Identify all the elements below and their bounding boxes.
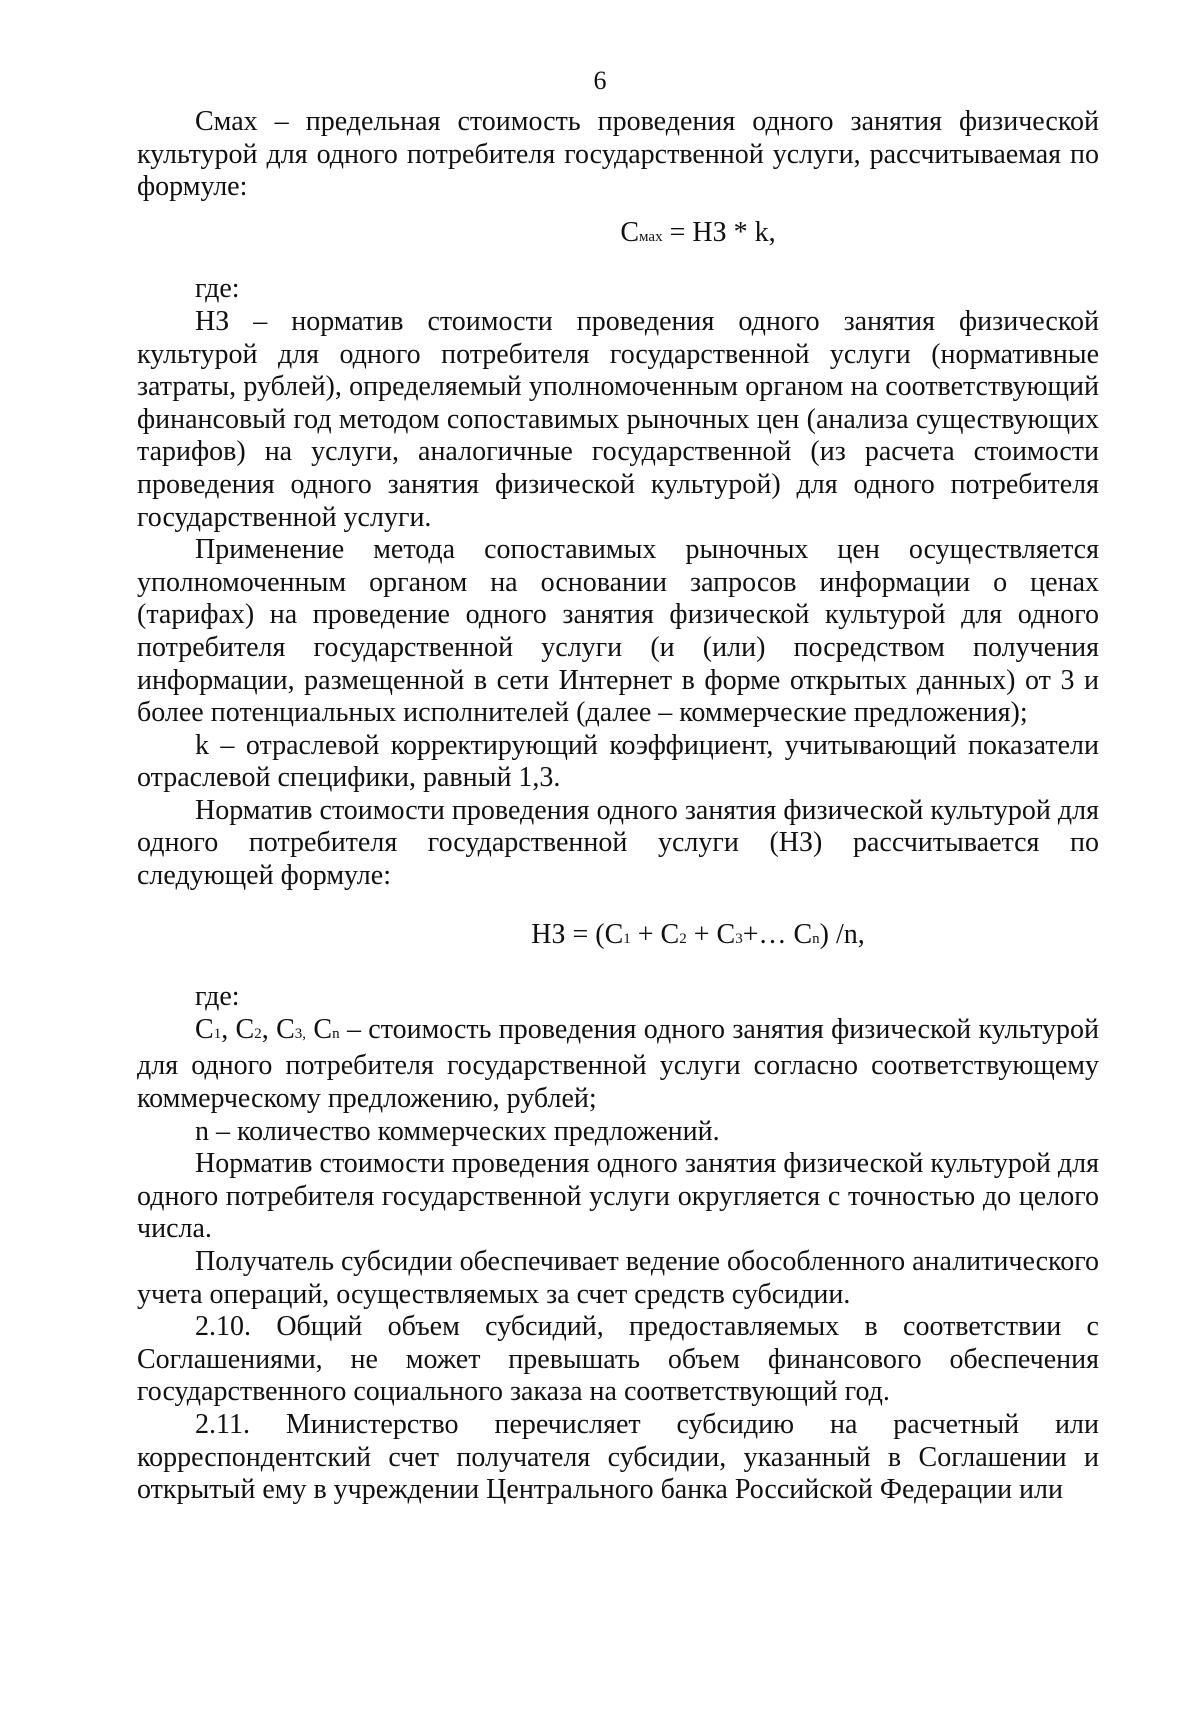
- k-definition: k – отраслевой корректирующий коэффициент, учитывающий показатели отраслевой специфики, равный 1,3.: [137, 729, 1099, 794]
- nz-formula-intro: Норматив стоимости проведения одного занятия физической культурой для одного потребителя государственной услуги (НЗ) рассчитывается по следующей формуле:: [137, 794, 1099, 892]
- document-body: [137, 106, 1099, 1507]
- market-method-paragraph: Применение метода сопоставимых рыночных цен осуществляется уполномоченным органом на основании запросов информации о ценах (тарифах) на проведение одного занятия физической культурой для одного потребителя государственной услуги (и (или) посредством получения информации, размещенной в сети Интернет в форме открытых данных) от 3 и более потенциальных исполнителей (далее – коммерческие предложения);: [137, 534, 1099, 729]
- smax-label: Смах: [195, 106, 258, 137]
- where-label-2: где:: [195, 981, 240, 1013]
- n-definition: n – количество коммерческих предложений.: [195, 1115, 720, 1147]
- accounting-paragraph: Получатель субсидии обеспечивает ведение обособленного аналитического учета операций, осуществляемых за счет средств субсидии.: [137, 1246, 1099, 1310]
- where-label-1: где:: [195, 273, 240, 305]
- c-list-definition: С1, С2, С3, Сn – стоимость проведения одного занятия физической культурой для одного потребителя государственной услуги согласно соответствующему коммерческому предложению, рублей;: [137, 1013, 1099, 1115]
- rounding-paragraph: Норматив стоимости проведения одного занятия физической культурой для одного потребителя государственной услуги округляется с точностью до целого числа.: [137, 1148, 1099, 1245]
- nz-definition: НЗ – норматив стоимости проведения одного занятия физической культурой для одного потребителя государственной услуги (нормативные затраты, рублей), определяемый уполномоченным органом на соответствующий финансовый год методом сопоставимых рыночных цен (анализа существующих тарифов) на услуги, аналогичные государственной (из расчета стоимости проведения одного занятия физической культурой) для одного потребителя государственной услуги.: [137, 305, 1099, 533]
- page-number: 6: [593, 66, 607, 95]
- formula-nz: НЗ = (С1 + С2 + С3+… Сn) /n,: [531, 918, 865, 950]
- clause-2-11: 2.11. Министерство перечисляет субсидию на расчетный или корреспондентский счет получателя субсидии, указанный в Соглашении и открытый ему в учреждении Центрального банка Российской Федерации или: [137, 1408, 1099, 1506]
- smax-definition: Смах – предельная стоимость проведения одного занятия физической культурой для одного потребителя государственной услуги, рассчитываемая по формуле:: [137, 106, 1099, 203]
- formula-smax: Смах = НЗ * k,: [620, 216, 776, 248]
- clause-2-10: 2.10. Общий объем субсидий, предоставляемых в соответствии с Соглашениями, не может превышать объем финансового обеспечения государственного социального заказа на соответствующий год.: [137, 1311, 1099, 1408]
